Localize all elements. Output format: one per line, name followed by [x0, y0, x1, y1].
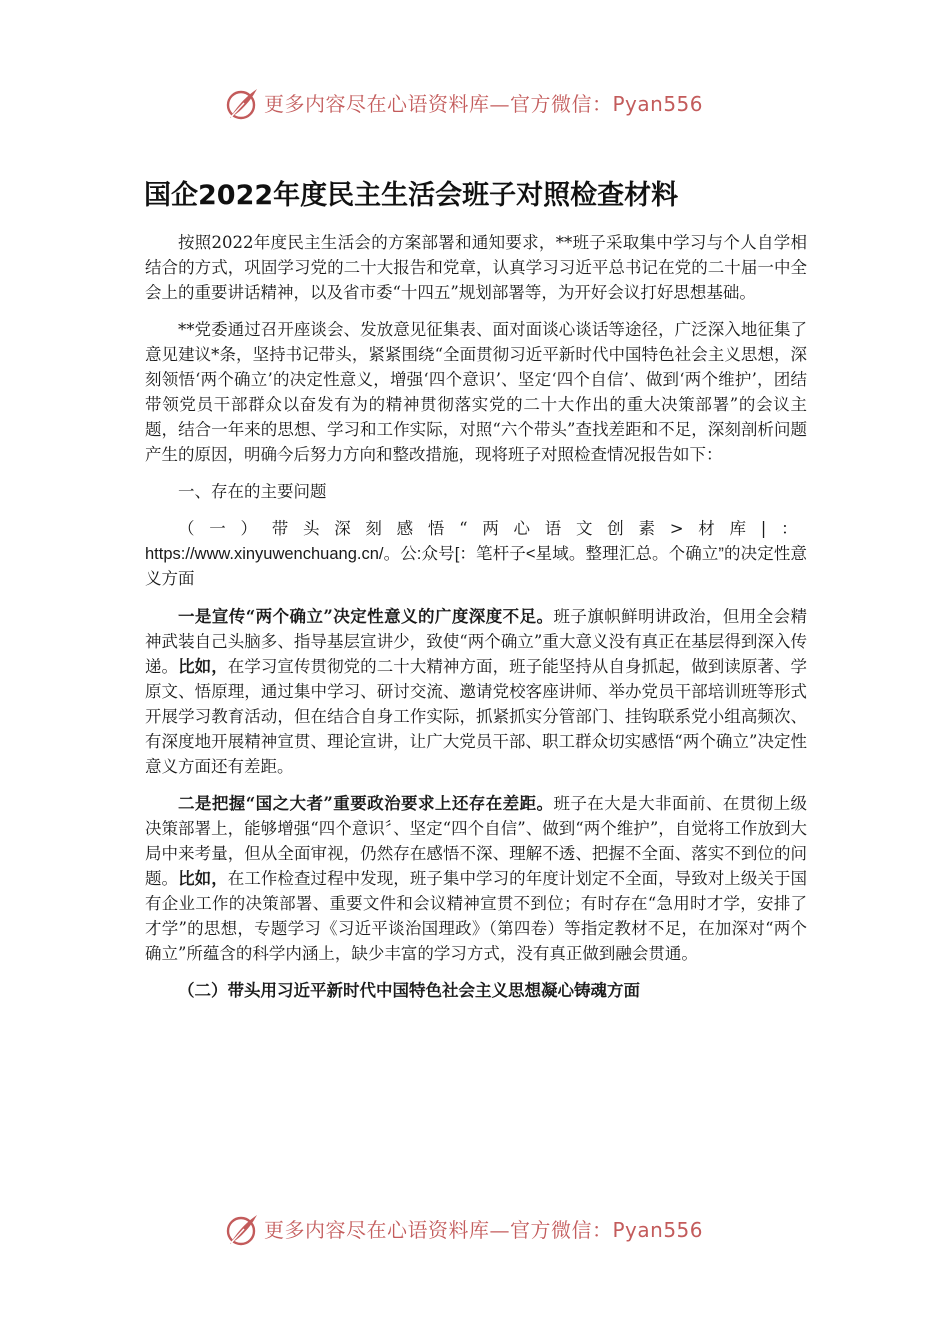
- paragraph-intro: 按照2022年度民主生活会的方案部署和通知要求，**班子采取集中学习与个人自学相结合的方式，巩固学习党的二十大报告和党章，认真学习习近平总书记在党的二十届一中全会上的重要讲话精神，以及省市委“十四五”规划部署等，为开好会议打好思想基础。: [145, 233, 807, 302]
- watermark-text: 更多内容尽在心语资料库—官方微信：Pyan556: [264, 1218, 704, 1242]
- watermark-banner-bottom: [0, 1208, 950, 1252]
- paragraph-point-1: 一是宣传“两个确立”决定性意义的广度深度不足。班子旗帜鲜明讲政治，但用全会精神武装自己头脑多、指导基层宣讲少，致使“两个确立”重大意义没有真正在基层得到深入传递。比如，在学习宣传贯彻党的二十大精神方面，班子能坚持从自身抓起，做到读原著、学原文、悟原理，通过集中学习、研讨交流、邀请党校客座讲师、举办党员干部培训班等形式开展学习教育活动，但在结合自身工作实际，抓紧抓实分管部门、挂钩联系党小组高频次、有深度地开展精神宣贯、理论宣讲，让广大党员干部、职工群众切实感悟“两个确立”决定性意义方面还有差距。: [145, 607, 808, 776]
- watermark-text: 更多内容尽在心语资料库—官方微信：Pyan556: [264, 92, 704, 116]
- website-link-text: https://www.xinyuwenchuang.cn/。公:众号[：笔杆子<星域。整理汇总。个确立”的决定性意义方面: [145, 545, 807, 588]
- document-title: 国企2022年度民主生活会班子对照检查材料: [144, 180, 679, 211]
- quill-logo-icon: [224, 1212, 260, 1248]
- section-heading-1: 一、存在的主要问题: [178, 482, 327, 501]
- watermark-banner-top: [0, 82, 950, 126]
- subsection-heading-2: （二）带头用习近平新时代中国特色社会主义思想凝心铸魂方面: [178, 981, 640, 1000]
- paragraph-context: **党委通过召开座谈会、发放意见征集表、面对面谈心谈话等途径，广泛深入地征集了意见建议*条，坚持书记带头，紧紧围绕“全面贯彻习近平新时代中国特色社会主义思想，深刻领悟‘两个确立’的决定性意义，增强‘四个意识’、坚定‘四个自信’、做到‘两个维护’，团结带领党员干部群众以奋发有为的精神贯彻落实党的二十大作出的重大决策部署”的会议主题，结合一年来的思想、学习和工作实际，对照“六个带头”查找差距和不足，深刻剖析问题产生的原因，明确今后努力方向和整改措施，现将班子对照检查情况报告如下：: [145, 320, 807, 464]
- paragraph-point-2: 二是把握“国之大者”重要政治要求上还存在差距。班子在大是大非面前、在贯彻上级决策部署上，能够增强“四个意识〞、坚定“四个自信”、做到“两个维护”，自觉将工作放到大局中来考量，但从全面审视，仍然存在感悟不深、理解不透、把握不全面、落实不到位的问题。比如，在工作检查过程中发现，班子集中学习的年度计划定不全面，导致对上级关于国有企业工作的决策部署、重要文件和会议精神宣贯不到位；有时存在“急用时才学，安排了才学”的思想，专题学习《习近平谈治国理政》（第四卷）等指定教材不足，在加深对“两个确立”所蕴含的科学内涵上，缺少丰富的学习方式，没有真正做到融会贯通。: [145, 794, 808, 963]
- subsection-heading-1: （一）带头深刻感悟“两心语文创素>材库|：https://www.xinyuwenchuang.cn/。公:众号[：笔杆子<星域。整理汇总。个确立”的决定性意义方面: [145, 519, 807, 588]
- document-body: [145, 230, 807, 1015]
- quill-logo-icon: [224, 86, 260, 122]
